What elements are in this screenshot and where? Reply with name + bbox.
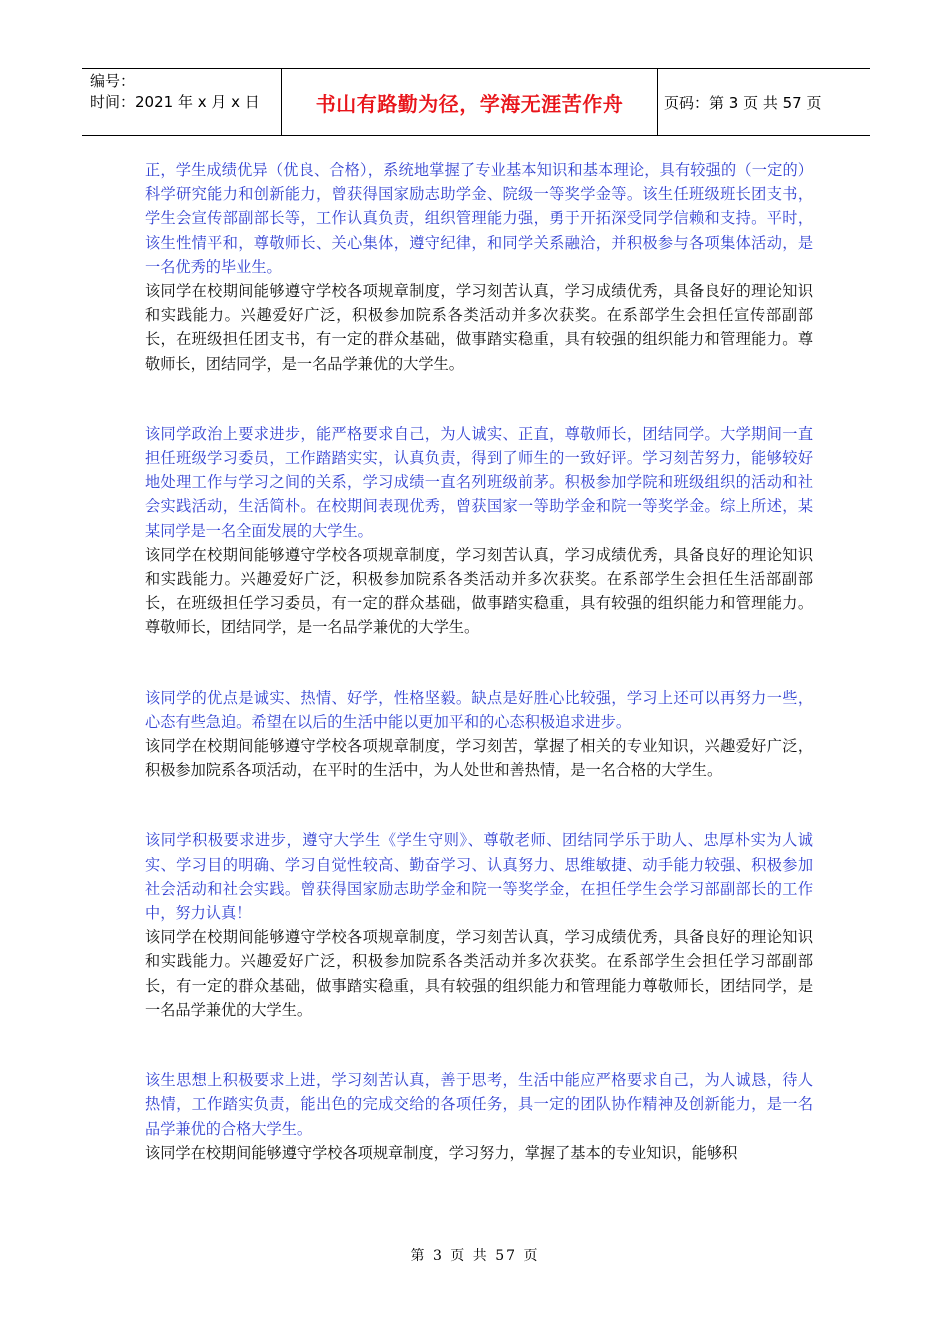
paragraph-black: 该同学在校期间能够遵守学校各项规章制度，学习刻苦认真，学习成绩优秀，具备良好的理论知识和实践能力。兴趣爱好广泛，积极参加院系各类活动并多次获奖。在系部学生会担任生活部副部长，在班级担任学习委员，有一定的群众基础，做事踏实稳重，具有较强的组织能力和管理能力。尊敬师长，团结同学，是一名品学兼优的大学生。	[145, 545, 813, 637]
paragraph-blue: 该生思想上积极要求上进，学习刻苦认真，善于思考，生活中能应严格要求自己，为人诚恳，待人热情，工作踏实负责，能出色的完成交给的各项任务，具一定的团队协作精神及创新能力，是一名品学兼优的合格大学生。	[145, 1071, 813, 1138]
section-spacer	[145, 1022, 813, 1068]
page-footer: 第 3 页 共 57 页	[410, 1248, 540, 1264]
document-number-label: 编号：	[90, 72, 136, 90]
header-meta	[82, 69, 282, 135]
document-time-label: 时间：2021 年 x 月 x 日	[90, 93, 260, 111]
paragraph-black: 该同学在校期间能够遵守学校各项规章制度，学习努力，掌握了基本的专业知识，能够积	[145, 1143, 738, 1162]
paragraph-blue: 该同学的优点是诚实、热情、好学，性格坚毅。缺点是好胜心比较强，学习上还可以再努力一些，心态有些急迫。希望在以后的生活中能以更加平和的心态积极追求进步。	[145, 688, 813, 731]
paragraph-black: 该同学在校期间能够遵守学校各项规章制度，学习刻苦，掌握了相关的专业知识，兴趣爱好广泛，积极参加院系各项活动，在平时的生活中，为人处世和善热情，是一名合格的大学生。	[145, 737, 813, 780]
paragraph-blue: 正，学生成绩优异（优良、合格），系统地掌握了专业基本知识和基本理论，具有较强的（一定的）科学研究能力和创新能力，曾获得国家励志助学金、院级一等奖学金等。该生任班级班长团支书，学生会宣传部副部长等，工作认真负责，组织管理能力强，勇于开拓深受同学信赖和支持。平时，该生性情平和，尊敬师长、关心集体，遵守纪律，和同学关系融洽，并积极参与各项集体活动，是一名优秀的毕业生。	[145, 161, 813, 276]
section-spacer	[145, 782, 813, 828]
section-spacer	[145, 376, 813, 422]
paragraph-black: 该同学在校期间能够遵守学校各项规章制度，学习刻苦认真，学习成绩优秀，具备良好的理论知识和实践能力。兴趣爱好广泛，积极参加院系各类活动并多次获奖。在系部学生会担任学习部副部长，有一定的群众基础，做事踏实稳重，具有较强的组织能力和管理能力尊敬师长，团结同学，是一名品学兼优的大学生。	[145, 928, 813, 1019]
paragraph-blue: 该同学政治上要求进步，能严格要求自己，为人诚实、正直，尊敬师长，团结同学。大学期间一直担任班级学习委员，工作踏踏实实，认真负责，得到了师生的一致好评。学习刻苦努力，能够较好地处理工作与学习之间的关系，学习成绩一直名列班级前茅。积极参加学院和班级组织的活动和社会实践活动，生活简朴。在校期间表现优秀，曾获国家一等助学金和院一等奖学金。综上所述，某某同学是一名全面发展的大学生。	[145, 424, 813, 540]
section-spacer	[145, 640, 813, 686]
paragraph-black: 该同学在校期间能够遵守学校各项规章制度，学习刻苦认真，学习成绩优秀，具备良好的理论知识和实践能力。兴趣爱好广泛，积极参加院系各类活动并多次获奖。在系部学生会担任宣传部副部长，在班级担任团支书，有一定的群众基础，做事踏实稳重，具有较强的组织能力和管理能力。尊敬师长，团结同学，是一名品学兼优的大学生。	[145, 282, 813, 373]
header-page-number: 页码：第 3 页 共 57 页	[664, 93, 822, 112]
document-body	[145, 158, 813, 1165]
document-header	[82, 68, 870, 136]
header-motto: 书山有路勤为径，学海无涯苦作舟	[282, 69, 658, 135]
paragraph-blue: 该同学积极要求进步，遵守大学生《学生守则》、尊敬老师、团结同学乐于助人、忠厚朴实为人诚实、学习目的明确、学习自觉性较高、勤奋学习、认真努力、思维敏捷、动手能力较强、积极参加社会活动和社会实践。曾获得国家励志助学金和院一等奖学金，在担任学生会学习部副部长的工作中，努力认真！	[145, 831, 813, 923]
